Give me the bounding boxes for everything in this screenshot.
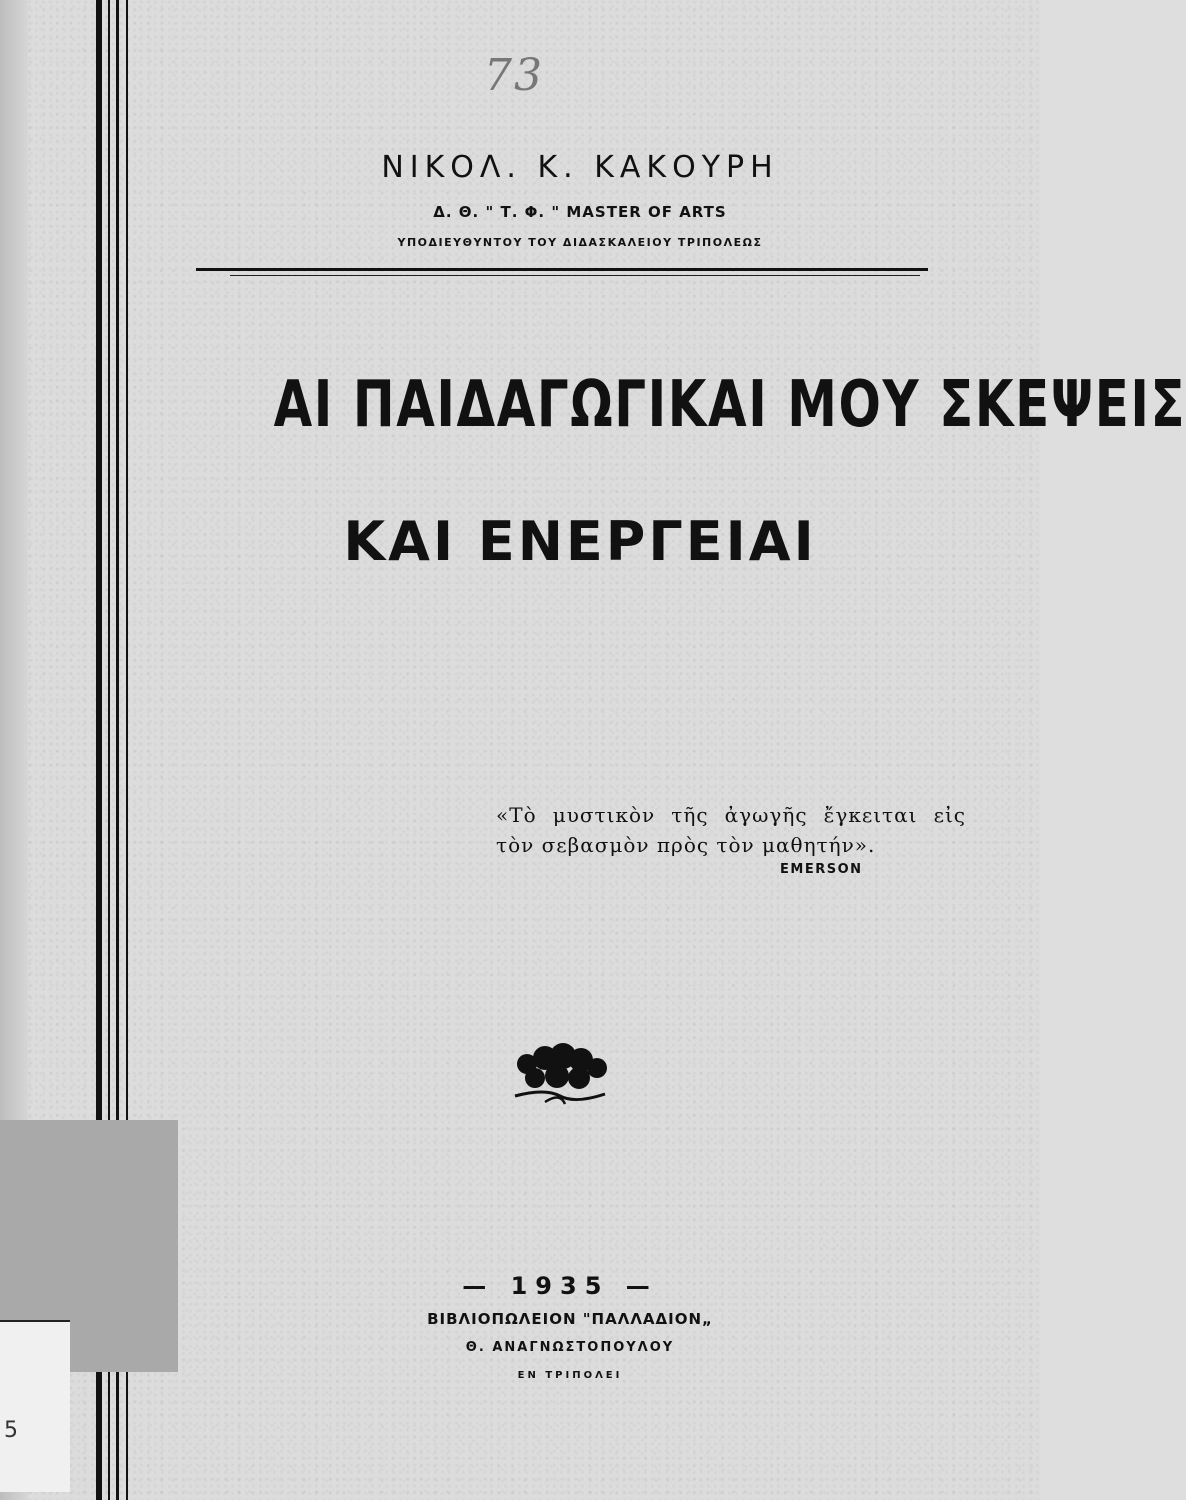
pencil-annotation: 73 [484, 50, 544, 101]
flower-ornament-icon [505, 1044, 615, 1110]
author-position: ΥΠΟΔΙΕΥΘΥΝΤΟΥ ΤΟΥ ΔΙΔΑΣΚΑΛΕΙΟΥ ΤΡΙΠΟΛΕΩΣ [397, 236, 763, 249]
divider [230, 275, 920, 276]
publisher-proprietor: Θ. ΑΝΑΓΝΩΣΤΟΠΟΥΛΟΥ [465, 1340, 675, 1355]
publisher-name: ΒΙΒΛΙΟΠΩΛΕΙΟΝ "ΠΑΛΛΑΔΙΟΝ„ [427, 1310, 713, 1328]
shelfmark-text: 5 [4, 1418, 18, 1443]
book-title: ΑΙ ΠΑΙΔΑΓΩΓΙΚΑΙ ΜΟΥ ΣΚΕΨΕΙΣ [273, 368, 1186, 442]
shelfmark-label [0, 1320, 70, 1492]
divider [196, 268, 928, 271]
epigraph: «Τὸ μυστικὸν τῆς ἀγωγῆς ἔγκειται εἰς τὸν σεβασμὸν πρὸς τὸν μαθητήν». [496, 803, 966, 857]
publication-year: — 1935 — [462, 1272, 658, 1300]
author-degrees: Δ. Θ. " Τ. Φ. " MASTER OF ARTS [433, 203, 727, 221]
epigraph-author: EMERSON [780, 862, 863, 877]
publication-place: ΕΝ ΤΡΙΠΟΛΕΙ [517, 1370, 623, 1381]
author-name: ΝΙΚΟΛ. Κ. ΚΑΚΟΥΡΗ [381, 150, 779, 185]
book-subtitle: ΚΑΙ ΕΝΕΡΓΕΙΑΙ [343, 510, 817, 573]
